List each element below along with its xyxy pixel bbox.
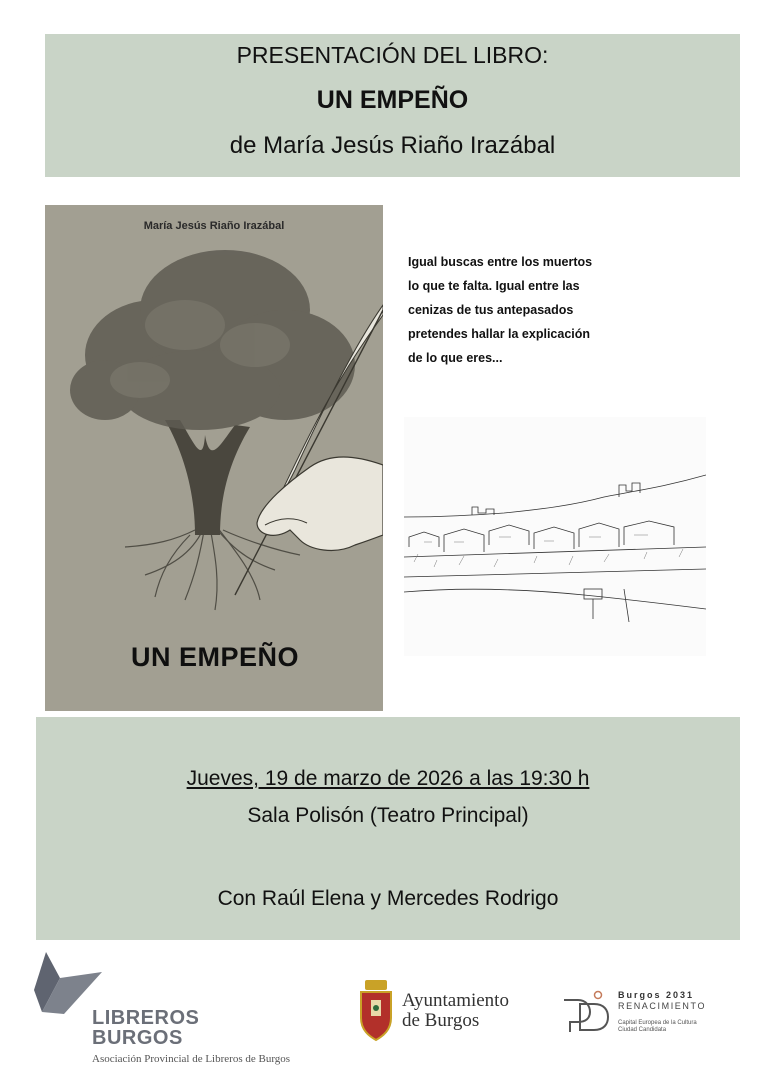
quote-line: cenizas de tus antepasados	[408, 303, 574, 317]
event-date: Jueves, 19 de marzo de 2026 a las 19:30 h	[186, 767, 590, 790]
tree-and-hand-illustration	[45, 205, 383, 711]
burgos-2031-caption2: Ciudad Candidata	[618, 1027, 667, 1033]
quote-line: lo que te falta. Igual entre las	[408, 279, 580, 293]
event-venue: Sala Polisón (Teatro Principal)	[247, 804, 529, 827]
cover-author: María Jesús Riaño Irazábal	[143, 220, 285, 232]
header-banner	[45, 34, 740, 177]
author-heading: de María Jesús Riaño Irazábal	[229, 132, 556, 159]
book-quote	[408, 250, 628, 370]
town-sketch-image	[404, 417, 706, 656]
presentation-label: PRESENTACIÓN DEL LIBRO:	[236, 42, 549, 68]
book-title-heading: UN EMPEÑO	[316, 86, 469, 114]
libreros-subtitle: Asociación Provincial de Libreros de Burgos	[92, 1053, 291, 1065]
coat-of-arms-icon	[359, 978, 393, 1042]
event-guests: Con Raúl Elena y Mercedes Rodrigo	[217, 887, 559, 910]
ayuntamiento-burgos-logo	[357, 976, 537, 1046]
cover-title: UN EMPEÑO	[131, 642, 300, 672]
burgos-2031-subtitle: RENACIMIENTO	[618, 1001, 707, 1011]
burgos-2031-mark-icon	[560, 990, 612, 1034]
event-details-banner	[36, 717, 740, 940]
ayuntamiento-line2: de Burgos	[402, 1010, 480, 1031]
ayuntamiento-line1: Ayuntamiento	[402, 990, 509, 1011]
libreros-name-line2: BURGOS	[92, 1027, 183, 1049]
burgos-2031-caption1: Capital Europea de la Cultura	[618, 1020, 697, 1026]
quote-line: Igual buscas entre los muertos	[408, 255, 593, 269]
burgos-2031-title: Burgos 2031	[618, 990, 695, 1000]
book-cover	[45, 205, 383, 711]
quote-line: de lo que eres...	[408, 351, 503, 365]
libreros-name-line1: LIBREROS	[92, 1007, 200, 1029]
libreros-burgos-logo	[34, 950, 304, 1070]
quote-line: pretendes hallar la explicación	[408, 327, 591, 341]
burgos-2031-logo	[560, 988, 750, 1043]
